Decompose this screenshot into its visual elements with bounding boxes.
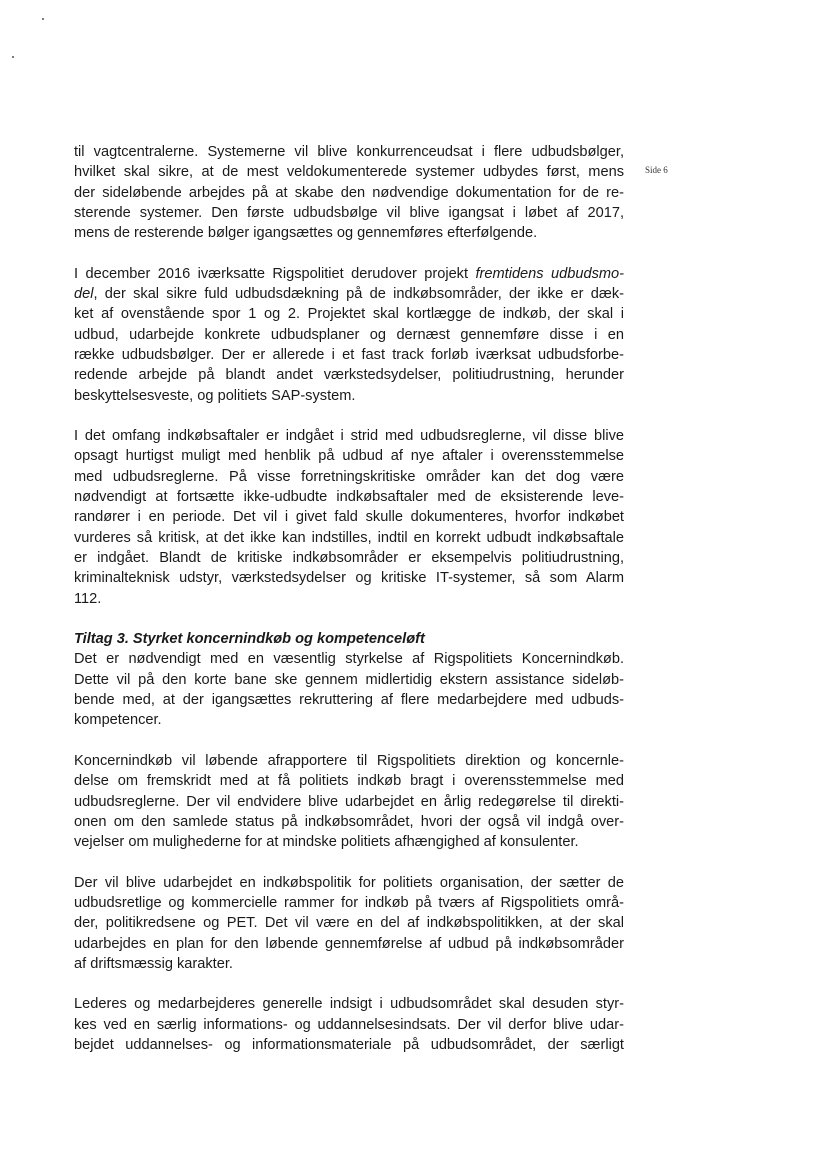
text-line: kriminalteknisk udstyr, værkstedsydelser og kritiske IT-systemer, så som Alarm <box>74 570 624 587</box>
text-line: der, politikredsene og PET. Det vil være en del af indkøbspolitikken, at der skal <box>74 915 624 932</box>
text-line <box>74 264 624 284</box>
page-number-label: Side 6 <box>645 165 668 175</box>
paragraph-3 <box>74 426 624 609</box>
paragraph-7 <box>74 994 624 1055</box>
text-run: I december 2016 iværksatte Rigspolitiet derudover projekt <box>74 265 476 282</box>
scan-speck <box>42 18 44 20</box>
text-line <box>74 284 624 304</box>
text-line: af driftsmæssig karakter. <box>74 955 233 972</box>
text-line: onen om den samlede status på indkøbsområdet, hvori der også vil indgå over- <box>74 813 624 830</box>
italic-project-name: fremtidens udbudsmo- <box>475 265 624 282</box>
text-line: bende med, at der igangsættes rekruttering af flere medarbejdere med udbuds- <box>74 692 624 709</box>
text-line: udarbejdes en plan for den løbende gennemførelse af udbud på indkøbsområder <box>74 935 624 952</box>
text-line: kes ved en særlig informations- og uddannelsesindsats. Der vil derfor blive udar- <box>74 1016 624 1033</box>
text-line: Dette vil på den korte bane ske gennem midlertidig ekstern assistance sideløb- <box>74 671 624 688</box>
paragraph-2 <box>74 264 624 406</box>
text-line: hvilket skal sikre, at de mest veldokumenterede systemer udbydes først, mens <box>74 164 624 181</box>
text-line: bejdet uddannelses- og informationsmateriale på udbudsområdet, der særligt <box>74 1037 624 1054</box>
text-line: randører i en periode. Det vil i givet fald skulle dokumenteres, hvorfor indkøbet <box>74 509 624 526</box>
text-line: til vagtcentralerne. Systemerne vil blive konkurrenceudsat i flere udbudsbølger, <box>74 144 624 160</box>
paragraph-6 <box>74 873 624 974</box>
paragraph-4 <box>74 629 624 730</box>
text-line: Der vil blive udarbejdet en indkøbspolitik for politiets organisation, der sætter de <box>74 874 624 891</box>
text-line: række udbudsbølger. Der er allerede i et fast track forløb iværksat udbudsforbe- <box>74 346 624 363</box>
text-line: er indgået. Blandt de kritiske indkøbsområder er eksempelvis politiudrustning, <box>74 549 624 566</box>
text-line: vurderes så kritisk, at det ikke kan indstilles, indtil en korrekt udbudt indkøbsaftale <box>74 529 624 546</box>
text-line: udbudsretlige og kommercielle rammer for indkøb på tværs af Rigspolitiets områ- <box>74 894 624 911</box>
text-line: der sideløbende arbejdes på at skabe den nødvendige dokumentation for de re- <box>74 184 624 201</box>
text-run: , der skal sikre fuld udbudsdækning på de indkøbsområder, der ikke er dæk- <box>93 286 624 303</box>
text-line: beskyttelsesveste, og politiets SAP-system. <box>74 387 356 404</box>
section-heading: Tiltag 3. Styrket koncernindkøb og kompetenceløft <box>74 631 425 648</box>
text-line: delse om fremskridt med at få politiets indkøb bragt i overensstemmelse med <box>74 773 624 790</box>
text-line: I det omfang indkøbsaftaler er indgået i strid med udbudsreglerne, vil disse blive <box>74 428 624 445</box>
text-line: opsagt hurtigst muligt med henblik på udbud af nye aftaler i overensstemmelse <box>74 448 624 465</box>
paragraph-5 <box>74 751 624 852</box>
text-line: redende arbejde på blandt andet værkstedsydelser, politiudrustning, herunder <box>74 367 624 384</box>
document-body <box>74 142 624 1076</box>
text-line: kompetencer. <box>74 712 162 729</box>
text-line: mens de resterende bølger igangsættes og gennemføres efterfølgende. <box>74 225 538 242</box>
text-line: nødvendigt at fortsætte ikke-udbudte indkøbsaftaler med de eksisterende leve- <box>74 489 624 506</box>
paragraph-1 <box>74 142 624 243</box>
text-line: vejelser om mulighederne for at mindske politiets afhængighed af konsulenter. <box>74 834 579 851</box>
text-line: ket af ovenstående spor 1 og 2. Projektet skal kortlægge de indkøb, der skal i <box>74 306 624 323</box>
text-line: Det er nødvendigt med en væsentlig styrkelse af Rigspolitiets Koncernindkøb. <box>74 651 624 668</box>
text-line: 112. <box>74 590 102 607</box>
text-line: udbud, udarbejde konkrete udbudsplaner og dernæst gennemføre disse i en <box>74 326 624 343</box>
text-line: med udbudsreglerne. På visse forretningskritiske områder kan det dog være <box>74 468 624 485</box>
italic-project-name: del <box>74 286 94 303</box>
text-line: Koncernindkøb vil løbende afrapportere til Rigspolitiets direktion og koncernle- <box>74 752 624 769</box>
text-line: Lederes og medarbejderes generelle indsigt i udbudsområdet skal desuden styr- <box>74 996 624 1013</box>
text-line: sterende systemer. Den første udbudsbølge vil blive igangsat i løbet af 2017, <box>74 204 624 221</box>
scan-speck <box>12 56 14 58</box>
text-line: udbudsreglerne. Der vil endvidere blive udarbejdet en årlig redegørelse til direkti- <box>74 793 624 810</box>
